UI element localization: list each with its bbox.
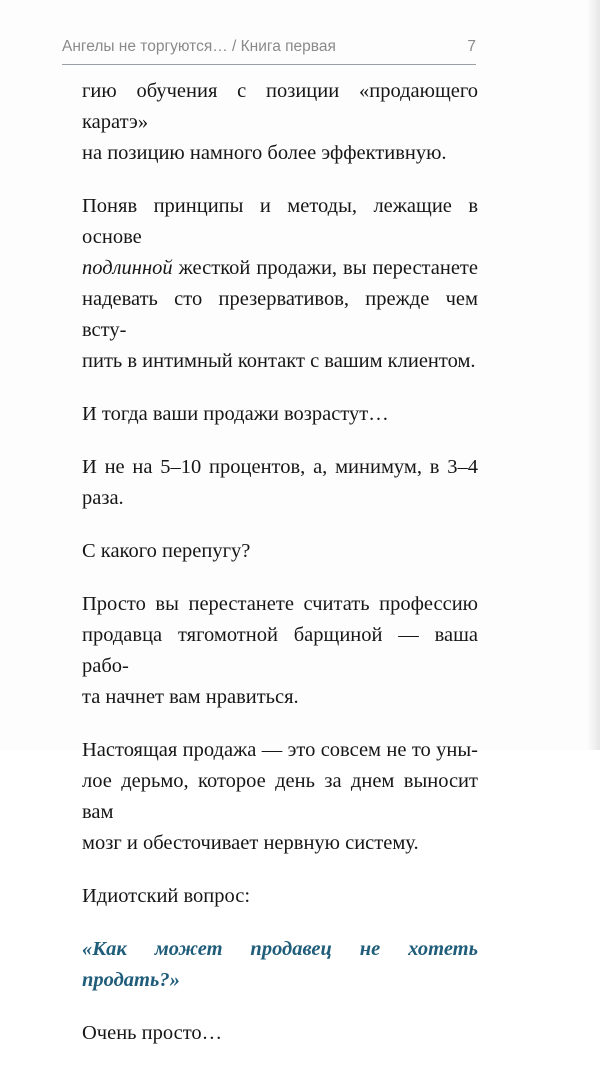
text-line: на позицию намного более эффективную. (82, 142, 447, 164)
text-line: Просто вы перестанете считать профессию (82, 593, 478, 615)
page-edge-shadow (586, 0, 600, 750)
paragraph-3 (82, 399, 478, 430)
text-line: И тогда ваши продажи возрастут… (82, 403, 389, 425)
text-line: Настоящая продажа — это совсем не то уны- (82, 739, 478, 761)
text-line: Поняв принципы и методы, лежащие в основе (82, 195, 478, 248)
running-header (62, 38, 476, 56)
paragraph-5 (82, 536, 478, 567)
text-line: продавца тягомотной барщиной — ваша рабо- (82, 624, 478, 677)
emphasis-word: подлинной (82, 257, 173, 279)
text-line: та начнет вам нравиться. (82, 686, 299, 708)
text-line: Идиотский вопрос: (82, 885, 251, 907)
text-line: И не на 5–10 процентов, а, минимум, в 3–4 (82, 456, 478, 478)
paragraph-1 (82, 76, 478, 169)
text-line: пить в интимный контакт с вашим клиентом. (82, 350, 476, 372)
text-line: гию обучения с позиции «продающего каратэ» (82, 80, 478, 133)
text-line: Очень просто… (82, 1022, 223, 1044)
paragraph-2 (82, 191, 478, 377)
running-title: Ангелы не торгуются… / Книга первая (62, 38, 336, 55)
text-line-mixed (82, 253, 478, 284)
page-number: 7 (467, 38, 476, 55)
paragraph-6 (82, 589, 478, 713)
page-body (82, 76, 478, 1071)
quote-paragraph (82, 934, 478, 996)
highlighted-quote: «Как может продавец не хотеть продать?» (82, 938, 478, 991)
paragraph-8 (82, 881, 478, 912)
header-rule (62, 64, 476, 65)
paragraph-10 (82, 1018, 478, 1049)
text-line: раза. (82, 487, 124, 509)
text-line: лое дерьмо, которое день за днем выносит вам (82, 770, 478, 823)
text-line: мозг и обесточивает нервную систему. (82, 832, 419, 854)
text-fragment: жесткой продажи, вы перестанете (172, 257, 478, 279)
paragraph-4 (82, 452, 478, 514)
text-line: надевать сто презервативов, прежде чем всту- (82, 288, 478, 341)
text-line: С какого перепугу? (82, 540, 251, 562)
paragraph-7 (82, 735, 478, 859)
